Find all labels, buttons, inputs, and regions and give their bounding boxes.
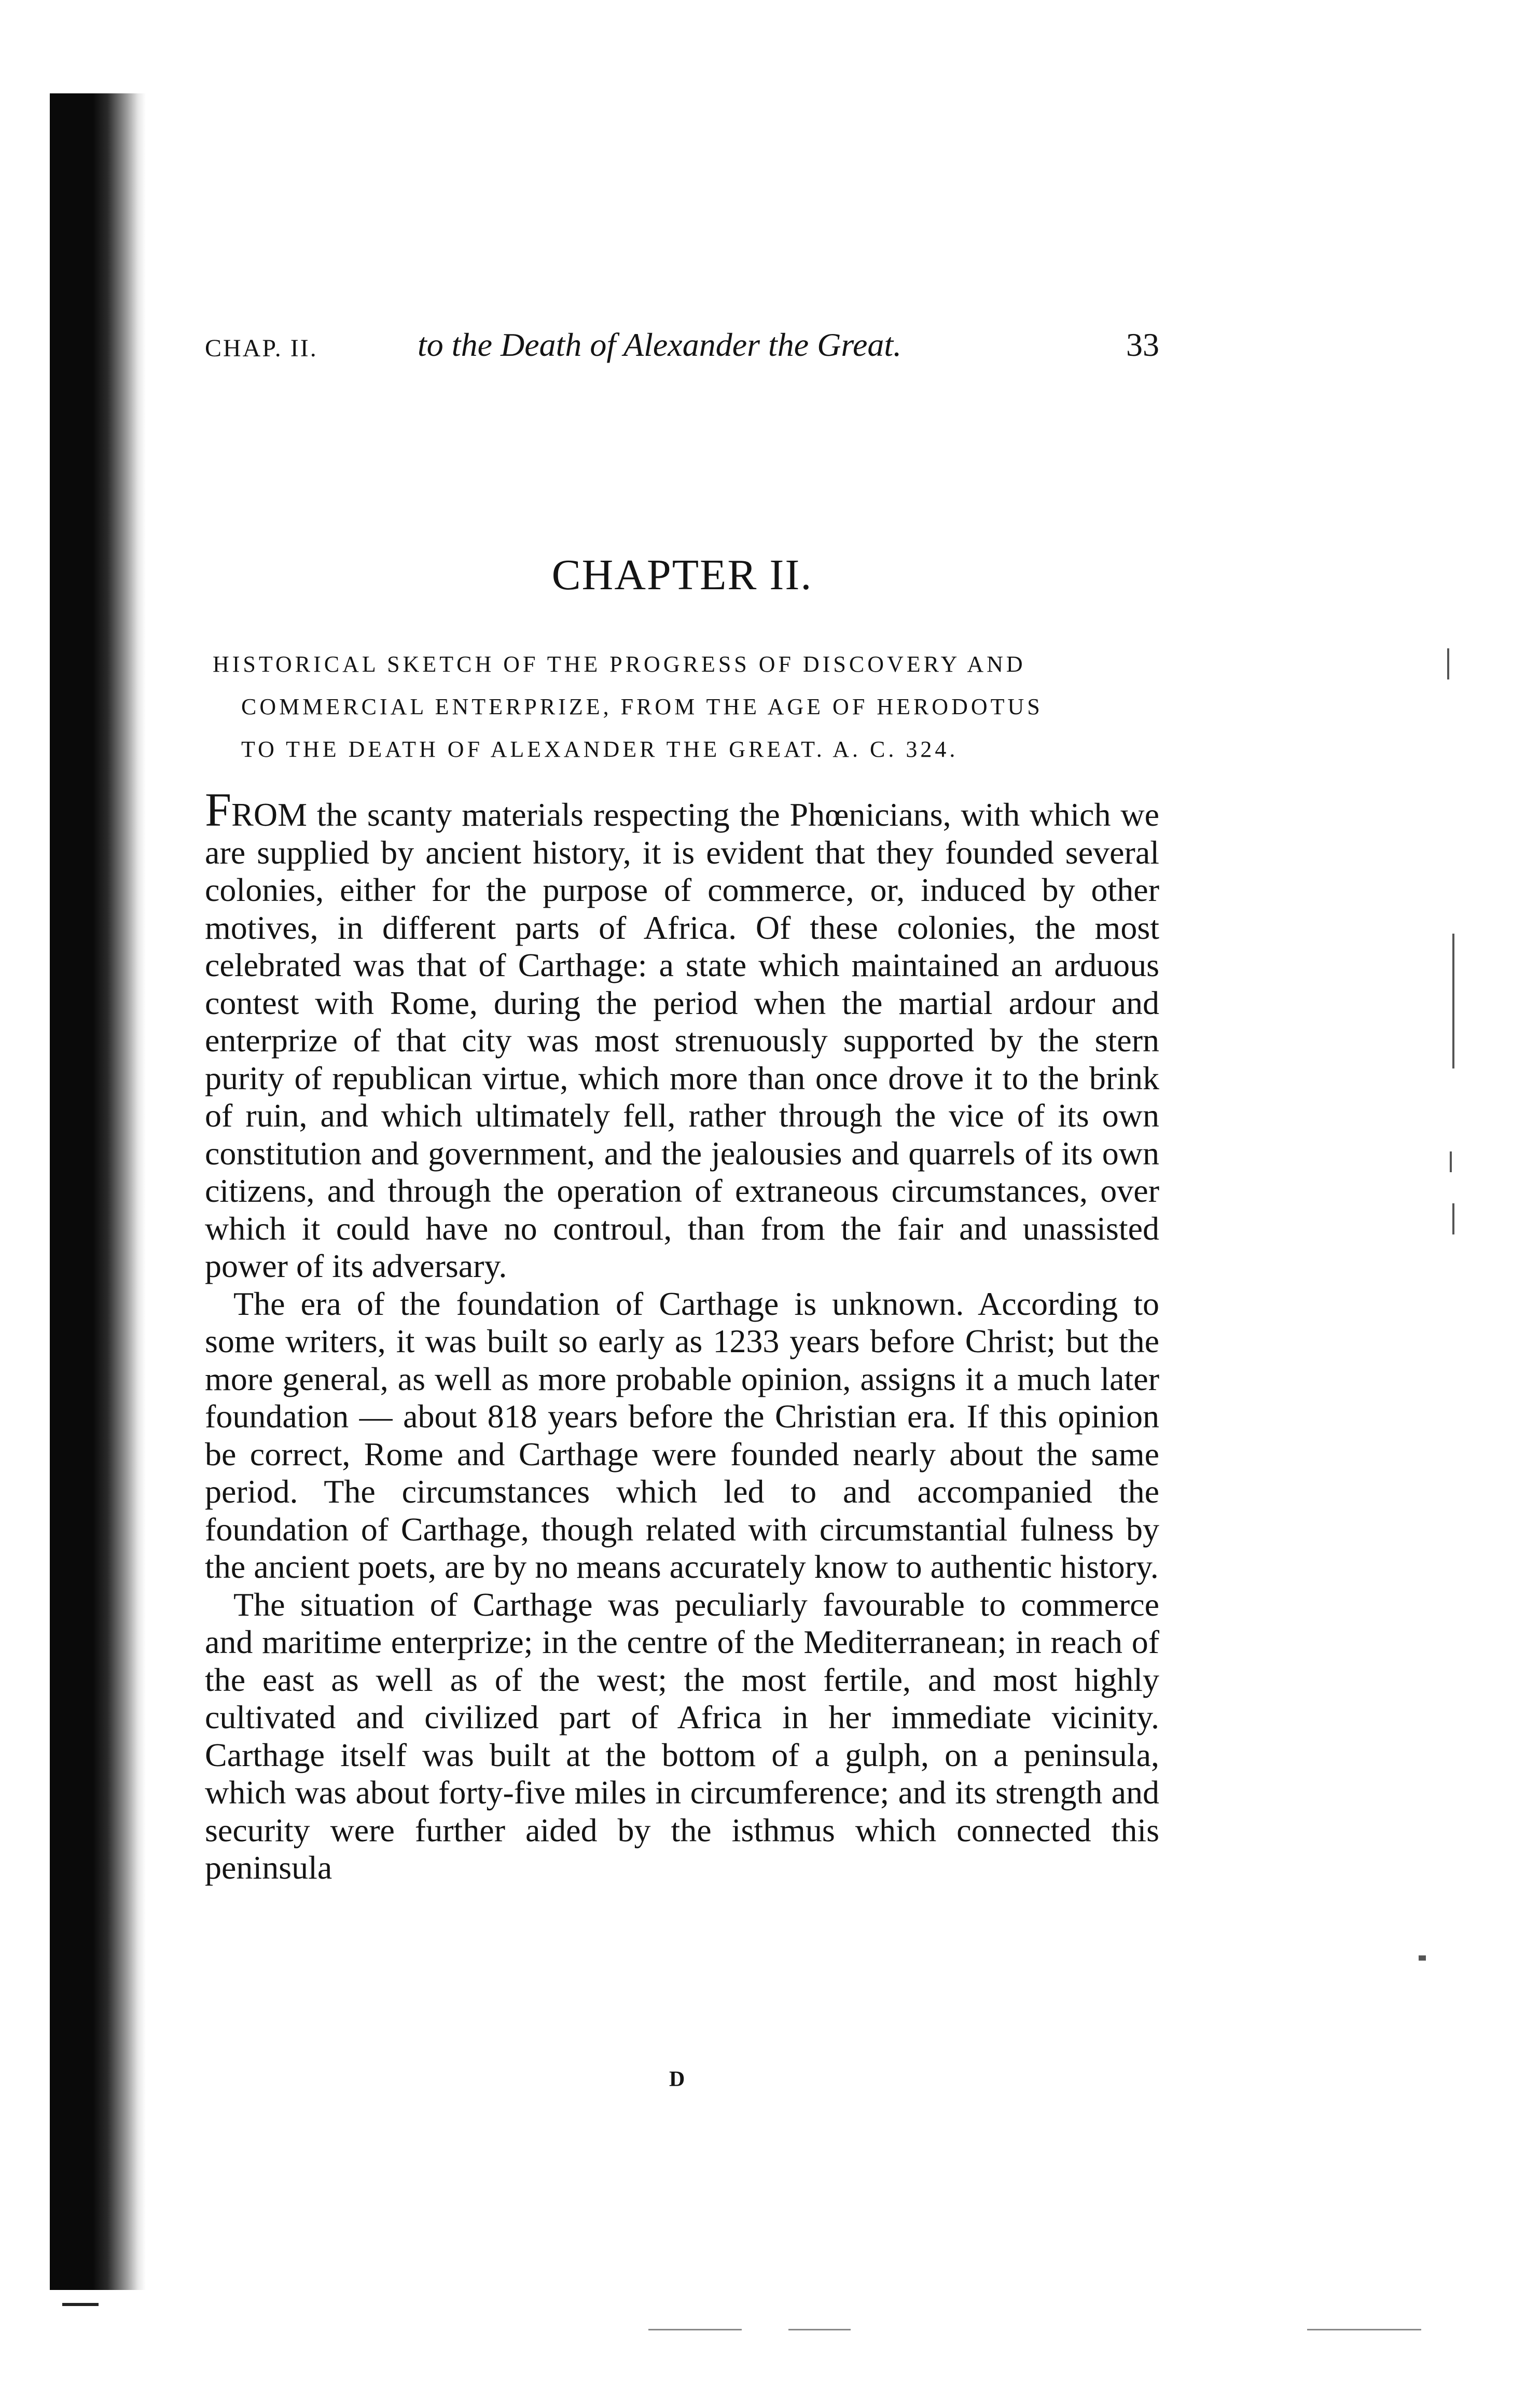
bottom-rule	[648, 2329, 742, 2330]
bottom-rule	[788, 2329, 851, 2330]
body-text	[205, 783, 1159, 1887]
running-head-title: to the Death of Alexander the Great.	[418, 326, 902, 363]
paragraph-lead: ROM	[231, 796, 307, 833]
running-head-chapter: CHAP. II.	[205, 335, 318, 362]
paragraph: The era of the foundation of Carthage is unknown. According to some writers, it was built so early as 1233 years before Christ; but the more general, as well as more probable opinion, assigns it a much later foundation — about 818 years before the Christian era. If this opinion be correct, Rome and Carthage were founded nearly about the same period. The circumstances which led to and accompanied the foundation of Carthage, though related with circumstantial fulness by the ancient poets, are by no means accurately know to authentic history.	[205, 1285, 1159, 1585]
subtitle-line: HISTORICAL SKETCH OF THE PROGRESS OF DISCOVERY AND	[213, 651, 1026, 677]
bottom-rule	[1307, 2329, 1421, 2330]
page-edge-speck	[1447, 648, 1449, 679]
chapter-subtitle	[213, 643, 1162, 771]
signature-mark: D	[669, 2067, 685, 2091]
drop-cap: F	[205, 783, 232, 836]
subtitle-line: TO THE DEATH OF ALEXANDER THE GREAT. A. C. 324.	[241, 737, 959, 762]
page-edge-speck	[1452, 1203, 1454, 1234]
subtitle-line: COMMERCIAL ENTERPRIZE, FROM THE AGE OF HERODOTUS	[241, 694, 1043, 719]
page-number: 33	[1126, 326, 1159, 363]
running-head	[205, 316, 1159, 368]
paragraph-text: the scanty materials respecting the Phœnicians, with which we are supplied by ancient history, it is evident that they founded several colonies, either for the purpose of commerce, or, induced by other motives, in different parts of Africa. Of these colonies, the most celebrated was that of Carthage: a state which maintained an arduous contest with Rome, during the period when the martial ardour and enterprize of that city was most strenuously supported by the stern purity of republican virtue, which more than once drove it to the brink of ruin, and which ultimately fell, rather through the vice of its own constitution and government, and the jealousies and quarrels of its own citizens, and through the operation of extraneous circumstances, over which it could have no controul, than from the fair and unassisted power of its adversary.	[205, 796, 1159, 1284]
binding-edge-mark	[62, 2303, 99, 2306]
chapter-heading: CHAPTER II.	[551, 551, 813, 599]
page-edge-speck	[1419, 1955, 1426, 1961]
page-edge-speck	[1452, 934, 1454, 1068]
page-edge-speck	[1450, 1151, 1452, 1172]
paragraph: The situation of Carthage was peculiarly favourable to commerce and maritime enterprize; in the centre of the Mediterranean; in reach of the east as well as of the west; the most fertile, and most highly cultivated and civilized part of Africa in her immediate vicinity. Carthage itself was built at the bottom of a gulph, on a peninsula, which was about forty-five miles in circumference; and its strength and security were further aided by the isthmus which connected this peninsula	[205, 1586, 1159, 1886]
paragraph	[205, 783, 1159, 1285]
book-binding-shadow	[50, 93, 146, 2290]
